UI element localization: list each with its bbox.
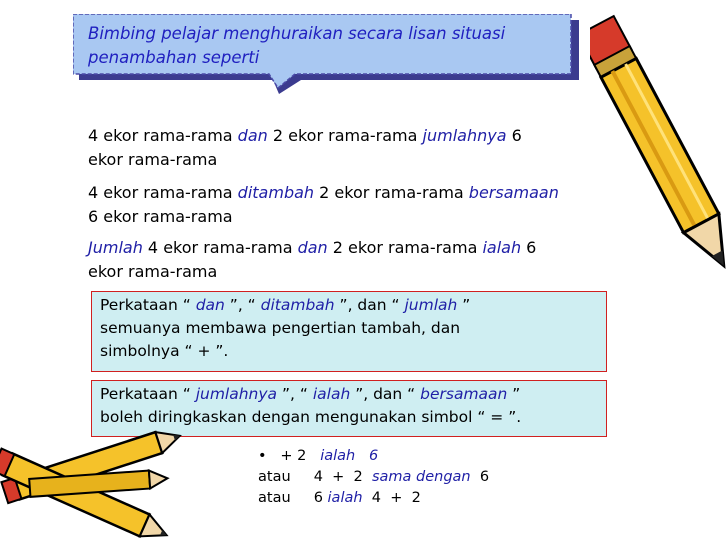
example-sentence-3: Jumlah 4 ekor rama-rama dan 2 ekor rama-rama ialah 6 ekor rama-rama <box>88 238 537 281</box>
box1-line-1: Perkataan “ dan ”, “ ditambah ”, dan “ jumlah ” <box>100 296 471 314</box>
list-item: atau 6 ialah 4 + 2 <box>258 490 421 506</box>
keyword-bersamaan: bersamaan <box>468 183 559 202</box>
list-item: atau 4 + 2 sama dengan 6 <box>258 469 490 485</box>
keyword-ditambah: ditambah <box>237 183 315 202</box>
keyword-dan: dan <box>297 238 328 257</box>
info-box-addition-words <box>91 291 607 372</box>
callout-text <box>88 22 558 70</box>
info-box-equals-words <box>91 380 607 437</box>
pencils-icon <box>0 430 200 546</box>
keyword-jumlah: Jumlah <box>88 238 143 257</box>
keyword-ialah: ialah <box>482 238 522 257</box>
equation-list <box>258 446 489 509</box>
callout-line-2: penambahan seperti <box>88 48 260 67</box>
box2-line-2: boleh diringkaskan dengan mengunakan simbol “ = ”. <box>100 408 522 426</box>
example-sentence-2: 4 ekor rama-rama ditambah 2 ekor rama-rama bersamaan 6 ekor rama-rama <box>88 183 559 226</box>
keyword-jumlahnya: jumlahnya <box>422 126 507 145</box>
example-sentence-1: 4 ekor rama-rama dan 2 ekor rama-rama jumlahnya 6 ekor rama-rama <box>88 126 522 169</box>
pencil-icon <box>590 0 728 300</box>
list-item: • + 2 ialah 6 <box>258 448 379 464</box>
box1-line-2: semuanya membawa pengertian tambah, dan <box>100 319 461 337</box>
box1-line-3: simbolnya “ + ”. <box>100 342 229 360</box>
box2-line-1: Perkataan “ jumlahnya ”, “ ialah ”, dan “ bersamaan ” <box>100 385 521 403</box>
keyword-dan: dan <box>237 126 268 145</box>
callout-line-1: Bimbing pelajar menghuraikan secara lisan situasi <box>88 24 506 43</box>
